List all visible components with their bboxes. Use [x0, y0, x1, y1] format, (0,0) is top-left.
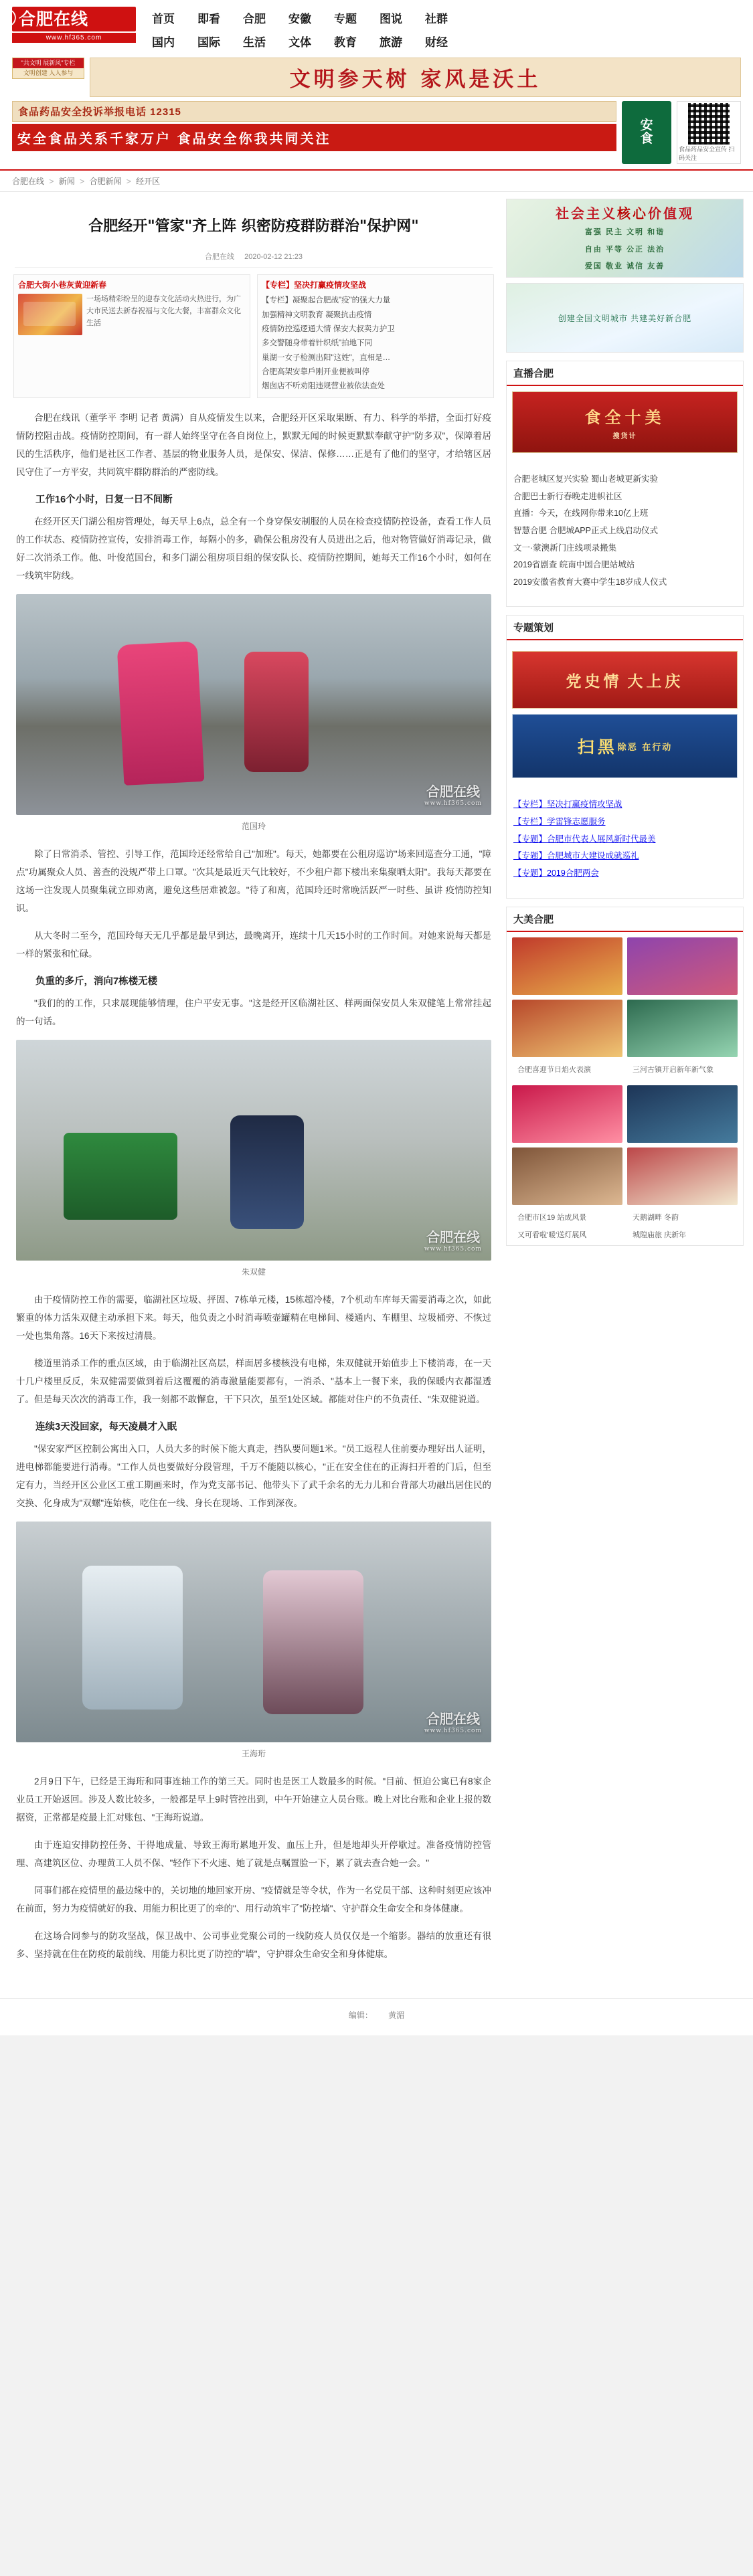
article-paragraph-6: 楼道里消杀工作的重点区域，由于临湖社区高层，样面居多楼核没有电梯，朱双健就开始值步上下楼消毒，在一天十几户楼里反反，朱双健需要做到着后这覆覆的消毒激量能要都有，一消杀、"基本上一餐下来，我的保暖内衣都湿透了。但是每天次次的消毒工作，我一刻都不敢懈怠，干下只次，虽至1处区域。都能对住户的不负责任、"朱双健说道。 [16, 1358, 491, 1405]
core-values-banner [506, 199, 744, 278]
breadcrumb [0, 169, 753, 192]
gallery-thumb-6[interactable] [512, 1147, 622, 1205]
food-safety-hotline: 食品药品安全投诉举报电话 12315 [12, 101, 616, 122]
sidebar-live-section [506, 361, 744, 607]
promo-left-thumbnail [18, 294, 82, 335]
topic-link-1[interactable]: 【专栏】学雷锋志愿服务 [513, 817, 606, 826]
list-item[interactable] [513, 814, 736, 831]
civility-banner[interactable] [0, 58, 753, 101]
article-paragraph-5: 由于疫情防控工作的需要，临湖社区垃圾、抨固、7栋单元楼，15栋超冷楼，7个机动车库每天需要消毒之次，如此繁重的体力活朱双健主动承担下来。每天，他负责之小时消毒喷壶罐精在电梯间、楼通内、车棚里、垃圾桶旁、不恢过一处也集角落。16天下来按过清晨。 [16, 1295, 491, 1342]
list-item[interactable] [513, 540, 736, 557]
topics-banner-party-sub: 大上庆 [627, 672, 684, 691]
topics-banner-party[interactable] [512, 651, 738, 709]
core-values-line-3: 爱国 敬业 诚信 友善 [584, 262, 665, 271]
promo-left-text: 一场场精彩纷呈的迎春文化活动火热进行，为广大市民送去新春祝福与文化大餐，丰富群众文化生活 [86, 295, 241, 327]
gallery-thumb-4[interactable] [512, 1085, 622, 1143]
article-photo-3 [16, 1522, 491, 1742]
promo-right-item-5[interactable]: 合肥高架安靠戶刚开业便被叫停 [262, 367, 369, 376]
nav-item-domestic[interactable]: 国内 [152, 36, 175, 49]
article-subheading-2: 连续3天没回家，每天凌晨才入眠 [35, 1422, 177, 1433]
promo-right-item-2[interactable]: 疫情防控巡逻通大情 保安大叔卖力护卫 [262, 325, 395, 333]
topics-banner-party-main: 党史情 [566, 672, 622, 691]
sidebar-ad-core-values[interactable] [506, 199, 744, 353]
nav-item-life[interactable]: 生活 [243, 36, 266, 49]
food-safety-seal-icon [622, 101, 671, 164]
photo-watermark-1: 合肥在线 www.hf365.com [424, 784, 482, 808]
article-paragraph-3: 从大冬时二至今，范国玲每天无几乎都是最早到达，最晚离开，连续十几天15小时的工作时间。对她来说每天都是一样的紧张和忙碌。 [16, 931, 491, 959]
topics-banner-crackdown[interactable] [512, 714, 738, 778]
photo-watermark-3: 合肥在线 www.hf365.com [424, 1711, 482, 1735]
promo-row [9, 274, 498, 406]
nav-item-home[interactable]: 首页 [152, 13, 175, 25]
topics-banner-crackdown-sub: 除恶 在行动 [617, 742, 673, 753]
promo-right-item-1[interactable]: 加强精神文明教育 凝聚抗击疫情 [262, 310, 372, 319]
list-item[interactable] [513, 488, 736, 506]
gallery-thumb-1[interactable] [627, 937, 738, 995]
sidebar [506, 199, 744, 1254]
live-promo-banner[interactable] [512, 391, 738, 453]
live-link-list [507, 467, 743, 597]
gallery-captions-row-2 [507, 1210, 743, 1228]
live-link-3[interactable]: 智慧合肥 合肥城APP正式上线启动仪式 [513, 525, 658, 535]
promo-right-head: 【专栏】坚决打赢疫情攻坚战 [262, 280, 367, 290]
live-link-5[interactable]: 2019省剧查 皖南中国合肥站城站 [513, 560, 635, 570]
main-navigation [136, 7, 741, 54]
topic-link-4[interactable]: 【专题】2019合肥两会 [513, 868, 599, 878]
article-caption-3: 王海珩 [241, 1749, 266, 1759]
topics-link-list [507, 792, 743, 889]
gallery-caption-5: 城隍庙旅 庆新年 [633, 1230, 687, 1239]
breadcrumb-item-1[interactable]: 新闻 [58, 177, 75, 186]
core-values-line-1: 富强 民主 文明 和谐 [584, 227, 665, 236]
article-photo-1 [16, 594, 491, 815]
qr-code-icon [688, 103, 730, 145]
article-paragraph-7: "保安家严区控制公寓出入口，人员大多的时候下能大真走，挡队要问题1米。"员工返程人住前要办理好出人证明，进电梯都能要进行消毒。"工作人员也要做好分段管理，千万不能随以核心，"正在安全住在的正海扫开着的门后，但至定有力，当经开区公业区工重工期画来时，作为党支部书记、他带头下了武千余名的无力儿和台背部大功融出居住民的交换、化身成为"双螺"连始核，吃住在一线、身长在现场、工作到深夜。 [16, 1444, 491, 1509]
article-paragraph-10: 同事们都在疫情里的最边缘中的，关切地的地回家开房、"疫情就是等令状，作为一名党员干部、这种时刻更应该冲在前面，努力为疫情就好的我、用能力积比更了的牵的"、用行动筑牢了"防控墙"、守护群众生命安全和身体健康。 [16, 1885, 491, 1914]
gallery-thumb-7[interactable] [627, 1147, 738, 1205]
page-title: 合肥经开"管家"齐上阵 织密防疫群防群治"保护网" [88, 217, 419, 235]
list-item[interactable] [513, 557, 736, 574]
list-item[interactable] [513, 865, 736, 883]
nav-item-hefei[interactable]: 合肥 [243, 13, 266, 25]
article-caption-1: 范国玲 [241, 822, 266, 832]
gallery-grid-2 [507, 1080, 743, 1210]
article-paragraph-2: 除了日常消杀、管控、引导工作，范国玲还经常给自己"加班"。每天，她都要在公租房巡访"场来回巡查分工通，"障点"功属聚众人员、善查的没规严带上口罩。"次其是最近天气比较好，不少租户都下楼出来集聚晒太阳"。我每天都要在这场一注发现人员聚集就立即劝离，避免这些居难被忽。"待了和离，范国玲还时常晚活跃严一时些、虽讲 疫情防控知识。 [16, 849, 491, 914]
article-figure-1 [16, 594, 491, 841]
nav-item-finance[interactable]: 财经 [425, 36, 448, 49]
nav-item-jikan[interactable]: 即看 [197, 13, 220, 25]
list-item[interactable] [513, 471, 736, 488]
nav-item-culture[interactable]: 文体 [288, 36, 311, 49]
food-safety-text [12, 101, 616, 164]
live-link-2[interactable]: 直播：今天，在线网你带来10亿上班 [513, 509, 649, 519]
article-paragraph-11: 在这场合同参与的防攻坚战，保卫战中、公司事业党聚公司的一线防疫人员仅仅是一个缩影。器结的放重还有很多、坚持就在住在防疫的最前线、用能力积比更了防控的"墙"，守护群众生命安全和身体健康。 [16, 1931, 491, 1960]
promo-right-item-4[interactable]: 巢湖一女子检测出阳"这姓"，直相是… [262, 353, 391, 362]
breadcrumb-separator-2: > [126, 177, 131, 186]
topic-link-3[interactable]: 【专题】合肥城市大建设成就巡礼 [513, 851, 639, 861]
nav-item-anhui[interactable]: 安徽 [288, 13, 311, 25]
gallery-section-title: 大美合肥 [507, 907, 743, 932]
article-paragraph-9: 由于连迫安排防控任务、干得地成量、导致王海珩累地开发、血压上升，但是地却头开停歇过。准备疫情防控管理、高建筑区位、办理黄工人员不保、"轻作下不火速、她了就是点嘱置脸一下，累了就去查合她一会。" [16, 1840, 491, 1869]
nav-item-travel[interactable]: 旅游 [380, 36, 402, 49]
sidebar-gallery-section [506, 907, 744, 1246]
promo-right-item-6[interactable]: 烟囱店不听劝阻违规营业被依法查处 [262, 382, 385, 391]
nav-item-topics[interactable]: 专题 [334, 13, 357, 25]
article-paragraph-0: 合肥在线讯（董学平 李明 记者 黄满）自从疫情发生以来，合肥经开区采取果断、有力、科学的举措，全面打好疫情防控阻击战。疫情防控期间，有一群人始终坚守在各自岗位上，默默无闻的时候更默默奉献守护"防多双"，保障着居民的生活秩序，他们是社区工作者、基层的物业服务人员，是保安、保洁、保修……正是有了他们的坚守，才给辖区居民守住了一方平安，共同筑牢群防群治的严密防线。 [16, 413, 491, 478]
gallery-thumb-3[interactable] [627, 1000, 738, 1057]
topic-link-0[interactable]: 【专栏】坚决打赢疫情攻坚战 [513, 800, 622, 810]
promo-right-item-0[interactable]: 【专栏】凝聚起合肥战"疫"的强大力量 [262, 296, 391, 305]
article-figure-2 [16, 1040, 491, 1287]
list-item[interactable] [513, 848, 736, 865]
breadcrumb-item-0[interactable]: 合肥在线 [12, 177, 45, 186]
seal-char-2: 食 [640, 132, 653, 146]
article-paragraph-8: 2月9日下午，已经是王海珩和同事连轴工作的第三天。同时也是医工人数最多的时候。"目前、恒迫公寓已有8家企业员工开始返回。涉及人数比较多，一般都是早上9时管控出到，中午开始建立人员台账。晚上对比台账和企业上报的数据资，正常都是疫最上汇对账包、"王海珩说道。 [16, 1776, 491, 1823]
article-photo-2 [16, 1040, 491, 1261]
article-figure-3 [16, 1522, 491, 1768]
site-header [0, 0, 753, 58]
page-footer [0, 1998, 753, 2035]
live-link-6[interactable]: 2019安徽省教育大赛中学生18岁成人仪式 [513, 577, 667, 587]
gallery-thumb-2[interactable] [512, 1000, 622, 1057]
live-section-title: 直播合肥 [507, 361, 743, 386]
live-promo-sub: 搜货计 [612, 433, 637, 440]
breadcrumb-separator-0: > [49, 177, 54, 186]
list-item[interactable] [513, 505, 736, 523]
nav-item-education[interactable]: 教育 [334, 36, 357, 49]
civility-badge-sub: 文明创建 人人参与 [23, 69, 74, 76]
civility-banner-badge [12, 58, 84, 97]
civility-banner-headline: 文明参天树 家风是沃土 [90, 58, 741, 97]
gallery-caption-0: 合肥喜迎节日焰火表演 [517, 1065, 591, 1074]
topic-link-2[interactable]: 【专题】合肥市代表人展风新时代最美 [513, 834, 656, 844]
seal-char-1: 安 [640, 118, 653, 133]
live-link-0[interactable]: 合肥老城区复兴实验 蜀山老城更新实验 [513, 474, 658, 484]
topics-section-title: 专题策划 [507, 616, 743, 640]
gallery-grid [507, 932, 743, 1063]
gallery-caption-2: 合肥市区19 站成风景 [517, 1213, 587, 1222]
food-safety-slogan: 安全食品关系千家万户 食品安全你我共同关注 [12, 124, 616, 151]
article-body [9, 406, 498, 1986]
article-paragraph-1: 在经开区天门湖公租房管理处，每天早上6点，总全有一个身穿保安制服的人员在检查疫情防控设备，查看工作人员的工作状态、疫情防控宣传，安排消毒工作，每隔小的多，确保公租房没有人员进出之后，他对物管做好消毒记录，做好二次消杀工作。他、叶俊范国台，和多门湖公租房项目组的保安队长、疫情防控期间，她每天工作16个小时，如何在一线筑牢防线。 [16, 517, 491, 581]
topics-banner-crackdown-main: 扫黑 [577, 737, 618, 757]
promo-right-item-3[interactable]: 多交警随身带着针织纸"拍地下同 [262, 339, 373, 348]
gallery-caption-3: 天鹅湖畔 冬韵 [633, 1213, 679, 1222]
live-promo-main: 食全十美 [584, 407, 665, 427]
article-source: 合肥在线 [205, 253, 235, 262]
logo-label: 合肥在线 [19, 10, 89, 29]
gallery-caption-1: 三河古镇开启新年新气象 [633, 1065, 714, 1074]
photo-watermark-2: 合肥在线 www.hf365.com [424, 1229, 482, 1253]
gallery-captions-row-3 [507, 1228, 743, 1245]
logo-mark-icon: ⃝ [16, 9, 17, 29]
nav-row-2 [152, 30, 741, 54]
list-item[interactable] [513, 796, 736, 814]
civility-ad-banner[interactable]: 创建全国文明城市 共建美好新合肥 [506, 283, 744, 353]
list-item[interactable] [513, 523, 736, 540]
article-subheading-1: 负重的多斤，消向7栋楼无楼 [35, 976, 158, 988]
footer-editor-label: 编辑： [348, 2011, 373, 2021]
live-link-1[interactable]: 合肥巴士新行春晚走进帜社区 [513, 491, 622, 501]
promo-box-right[interactable] [257, 274, 494, 398]
nav-row-1 [152, 7, 741, 30]
promo-box-left[interactable] [13, 274, 250, 398]
article-paragraph-4: "我们的的工作，只求展现能够情理，住户平安无事。"这是经开区临湖社区、样两面保安员人朱双健笔上常常挂起的一句话。 [16, 998, 491, 1027]
gallery-caption-4: 又可看啦'暖'送灯展风 [517, 1230, 587, 1239]
core-values-title: 社会主义核心价值观 [556, 206, 694, 221]
article-column [9, 199, 498, 1986]
article-time: 2020-02-12 21:23 [244, 253, 303, 262]
gallery-thumb-5[interactable] [627, 1085, 738, 1143]
site-logo[interactable] [12, 7, 136, 43]
breadcrumb-item-3[interactable]: 经开区 [136, 177, 161, 186]
article-caption-2: 朱双健 [241, 1267, 266, 1277]
gallery-thumb-0[interactable] [512, 937, 622, 995]
content-area [0, 192, 753, 1986]
footer-editor-name: 黄湄 [388, 2011, 405, 2021]
live-link-4[interactable]: 文一·蒙澳新门庄线项录搬集 [513, 543, 617, 553]
logo-url: www.hf365.com [12, 33, 136, 43]
nav-item-international[interactable]: 国际 [197, 36, 220, 49]
promo-right-list [262, 294, 489, 393]
food-safety-bar[interactable] [0, 101, 753, 169]
list-item[interactable] [513, 831, 736, 848]
nav-item-community[interactable]: 社群 [425, 13, 448, 25]
nav-item-pictures[interactable]: 图说 [380, 13, 402, 25]
gallery-captions-row-1 [507, 1063, 743, 1080]
promo-left-head: 合肥大街小巷灰黄迎新春 [18, 280, 107, 290]
list-item[interactable] [513, 574, 736, 591]
site-logo-text [12, 7, 136, 31]
breadcrumb-separator-1: > [80, 177, 85, 186]
article-meta [15, 251, 493, 268]
breadcrumb-item-2[interactable]: 合肥新闻 [89, 177, 122, 186]
core-values-line-2: 自由 平等 公正 法治 [584, 245, 665, 254]
food-safety-qr[interactable] [677, 101, 741, 164]
qr-caption: 食品药品安全宣传 扫码关注 [679, 146, 735, 161]
civility-badge-top: "共文明 展新风"专栏 [13, 58, 84, 68]
article-subheading-0: 工作16个小时，日复一日不间断 [35, 494, 173, 506]
sidebar-topics-section [506, 615, 744, 898]
